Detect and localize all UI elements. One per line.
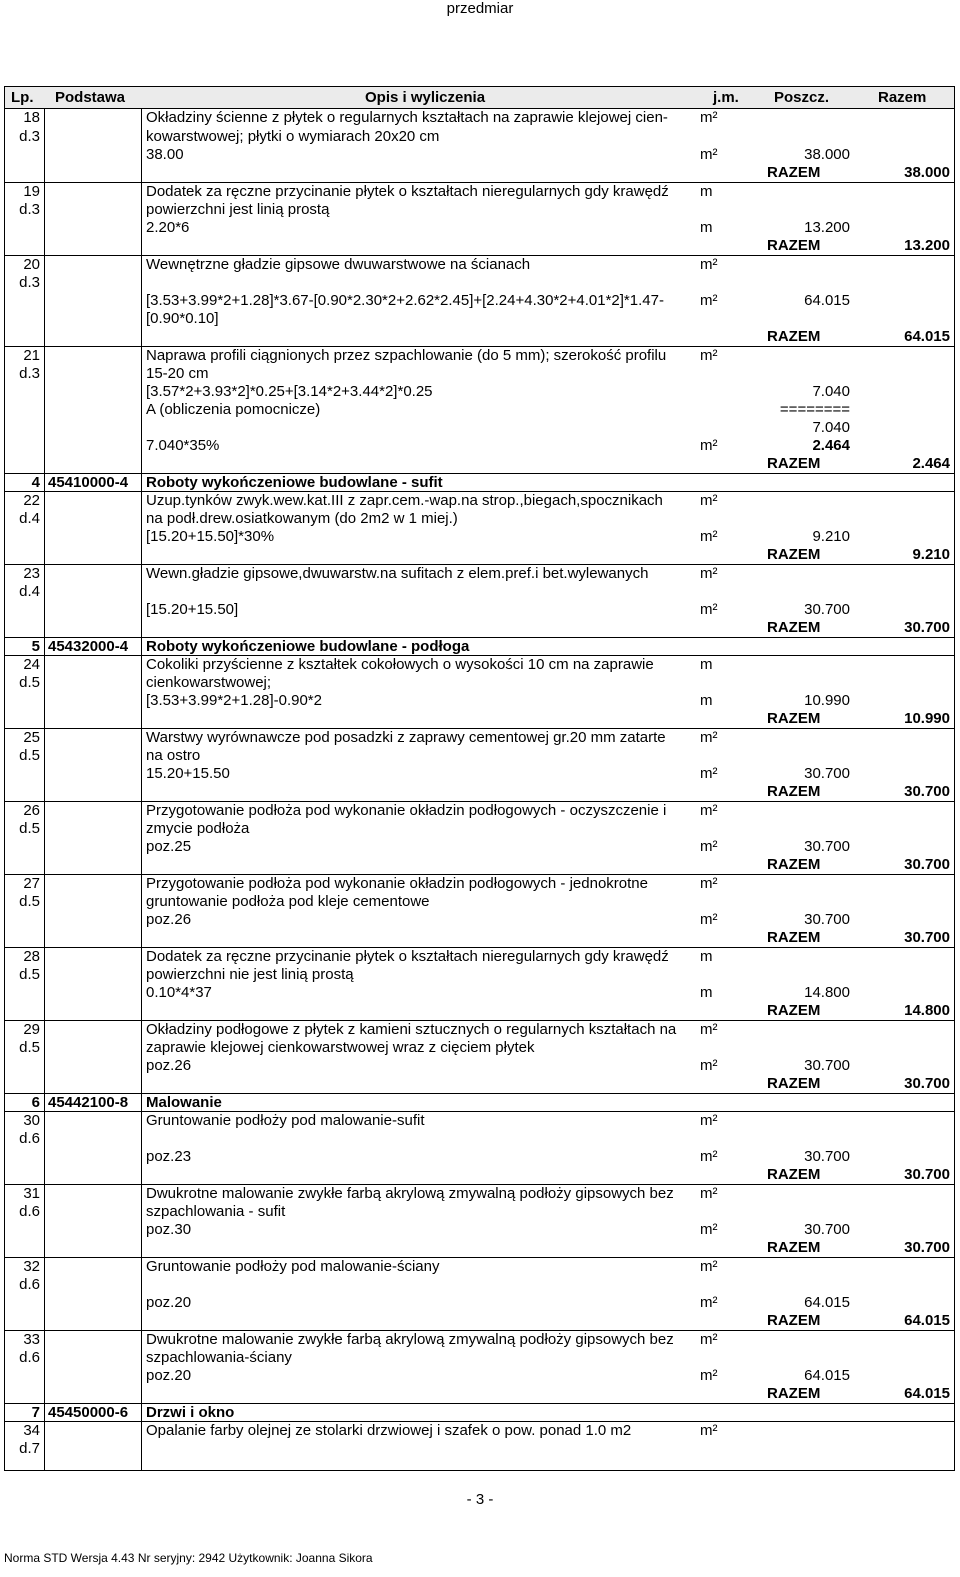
row-dzial: d.5 [19,1039,40,1056]
row-unit: m [700,656,713,673]
row-description: Okładziny podłogowe z płytek z kamieni sztucznych o regularnych kształtach na [146,1021,677,1038]
row-dzial: d.3 [19,201,40,218]
razem-label: RAZEM [767,1075,821,1092]
row-unit: m² [700,601,718,618]
row-calculation: poz.20 [146,1294,192,1311]
row-partial: 7.040 [812,383,850,400]
section-code: 45442100-8 [48,1094,129,1111]
section-title: Roboty wykończeniowe budowlane - podłoga [146,638,470,655]
razem-label: RAZEM [767,619,821,636]
row-unit: m² [700,1021,718,1038]
row-dzial: d.6 [19,1130,40,1147]
row-description: na ostro [146,747,201,764]
row-unit: m² [700,1258,718,1275]
row-calculation: poz.26 [146,1057,192,1074]
row-description: Dodatek za ręczne przycinanie płytek o kształtach nieregularnych gdy krawędź [146,948,669,965]
razem-label: RAZEM [767,237,821,254]
row-quantity: 64.015 [804,1294,850,1311]
row-unit: m² [700,437,718,454]
row-description: Gruntowanie podłoży pod malowanie-sufit [146,1112,425,1129]
row-dzial: d.6 [19,1349,40,1366]
row-description: Uzup.tynków zwyk.wew.kat.III z zapr.cem.-wap.na strop.,biegach,spocznikach [146,492,663,509]
row-quantity: 30.700 [804,911,850,928]
row-lp: 21 [23,347,40,364]
row-lp: 23 [23,565,40,582]
razem-label: RAZEM [767,856,821,873]
row-dzial: d.4 [19,583,40,600]
razem-label: RAZEM [767,164,821,181]
header-opis: Opis i wyliczenia [365,89,486,106]
row-unit: m [700,948,713,965]
razem-label: RAZEM [767,1239,821,1256]
row-calculation: poz.23 [146,1148,192,1165]
row-calculation: poz.25 [146,838,192,855]
row-dzial: d.5 [19,674,40,691]
row-dzial: d.7 [19,1440,40,1457]
row-calculation: poz.26 [146,911,192,928]
row-dzial: d.3 [19,365,40,382]
row-calculation: [3.53+3.99*2+1.28]*3.67-[0.90*2.30*2+2.62*2.45]+[2.24+4.30*2+4.01*2]*1.47- [146,292,664,309]
row-total: 30.700 [904,1239,950,1256]
row-calculation: poz.20 [146,1367,192,1384]
row-quantity: 64.015 [804,1367,850,1384]
razem-label: RAZEM [767,1385,821,1402]
column-divider [44,108,45,1471]
row-unit: m² [700,765,718,782]
row-dzial: d.4 [19,510,40,527]
row-lp: 27 [23,875,40,892]
row-dzial: d.3 [19,274,40,291]
row-total: 30.700 [904,1075,950,1092]
razem-label: RAZEM [767,1312,821,1329]
section-title: Roboty wykończeniowe budowlane - sufit [146,474,443,491]
section-lp: 5 [31,638,40,655]
row-unit: m² [700,1367,718,1384]
row-description: Naprawa profili ciągnionych przez szpachlowanie (do 5 mm); szerokość profilu [146,347,667,364]
header-lp: Lp. [11,89,34,106]
row-dzial: d.5 [19,747,40,764]
section-code: 45432000-4 [48,638,129,655]
row-unit: m² [700,292,718,309]
row-description: gruntowanie podłoża pod kleje cementowe [146,893,430,910]
row-calculation: 38.00 [146,146,184,163]
razem-label: RAZEM [767,710,821,727]
row-lp: 20 [23,256,40,273]
row-total: 64.015 [904,1312,950,1329]
row-total: 30.700 [904,929,950,946]
row-dzial: d.6 [19,1276,40,1293]
row-total: 10.990 [904,710,950,727]
row-description: zmycie podłoża [146,820,250,837]
row-description: szpachlowania - sufit [146,1203,286,1220]
row-lp: 24 [23,656,40,673]
row-total: 14.800 [904,1002,950,1019]
razem-label: RAZEM [767,455,821,472]
row-description: szpachlowania-ściany [146,1349,292,1366]
header-podstawa: Podstawa [55,89,126,106]
row-unit: m² [700,1422,718,1439]
row-unit: m² [700,838,718,855]
row-quantity: 30.700 [804,601,850,618]
row-quantity: 30.700 [804,838,850,855]
razem-label: RAZEM [767,546,821,563]
razem-label: RAZEM [767,783,821,800]
row-unit: m² [700,1057,718,1074]
row-total: 38.000 [904,164,950,181]
section-lp: 7 [31,1404,40,1421]
row-description: Okładziny ścienne z płytek o regularnych kształtach na zaprawie klejowej cien- [146,109,668,126]
row-unit: m [700,692,713,709]
row-total: 2.464 [912,455,950,472]
row-quantity: 10.990 [804,692,850,709]
row-partial: 7.040 [812,419,850,436]
header-razem: Razem [878,89,927,106]
row-description: Dodatek za ręczne przycinanie płytek o kształtach nieregularnych gdy krawędź [146,183,669,200]
row-unit: m² [700,146,718,163]
page-number: - 3 - [466,1491,494,1508]
table-header [4,86,955,109]
row-unit: m² [700,1294,718,1311]
row-description: Gruntowanie podłoży pod malowanie-ściany [146,1258,440,1275]
row-unit: m² [700,1331,718,1348]
row-description: na podł.drew.osiatkowanym (do 2m2 w 1 miej.) [146,510,458,527]
row-lp: 22 [23,492,40,509]
row-calculation: 0.10*4*37 [146,984,212,1001]
table-bottom-border [4,1470,955,1471]
row-total: 30.700 [904,783,950,800]
row-lp: 29 [23,1021,40,1038]
row-calculation: 7.040*35% [146,437,220,454]
row-separator: ======== [779,401,850,418]
row-calculation: A (obliczenia pomocnicze) [146,401,321,418]
software-footer: Norma STD Wersja 4.43 Nr seryjny: 2942 Użytkownik: Joanna Sikora [4,1551,373,1565]
row-total: 30.700 [904,856,950,873]
row-calculation: [3.57*2+3.93*2]*0.25+[3.14*2+3.44*2]*0.25 [146,383,433,400]
row-calculation: 15.20+15.50 [146,765,230,782]
row-total: 13.200 [904,237,950,254]
row-lp: 25 [23,729,40,746]
row-description: powierzchni nie jest linią prostą [146,966,354,983]
row-calculation: [0.90*0.10] [146,310,219,327]
row-description: Przygotowanie podłoża pod wykonanie okładzin podłogowych - oczyszczenie i [146,802,667,819]
section-lp: 6 [31,1094,40,1111]
page-title: przedmiar [446,0,514,17]
row-lp: 31 [23,1185,40,1202]
row-quantity: 30.700 [804,1221,850,1238]
row-lp: 28 [23,948,40,965]
row-lp: 34 [23,1422,40,1439]
row-calculation: [15.20+15.50]*30% [146,528,275,545]
row-description: Wewn.gładzie gipsowe,dwuwarstw.na sufitach z elem.pref.i bet.wylewanych [146,565,649,582]
row-dzial: d.3 [19,128,40,145]
header-poszcz: Poszcz. [774,89,830,106]
row-unit: m² [700,1221,718,1238]
row-lp: 26 [23,802,40,819]
section-code: 45450000-6 [48,1404,129,1421]
row-unit: m² [700,802,718,819]
row-total: 64.015 [904,328,950,345]
section-lp: 4 [31,474,40,491]
row-quantity: 30.700 [804,1057,850,1074]
row-quantity: 38.000 [804,146,850,163]
razem-label: RAZEM [767,1166,821,1183]
header-jm: j.m. [713,89,739,106]
razem-label: RAZEM [767,1002,821,1019]
row-unit: m² [700,492,718,509]
row-description: Opalanie farby olejnej ze stolarki drzwiowej i szafek o pow. ponad 1.0 m2 [146,1422,632,1439]
row-total: 9.210 [912,546,950,563]
row-dzial: d.6 [19,1203,40,1220]
row-unit: m² [700,729,718,746]
row-unit: m² [700,1185,718,1202]
row-unit: m² [700,911,718,928]
row-unit: m² [700,109,718,126]
row-total: 30.700 [904,1166,950,1183]
row-description: Dwukrotne malowanie zwykłe farbą akrylową zmywalną podłoży gipsowych bez [146,1331,674,1348]
row-calculation: [15.20+15.50] [146,601,239,618]
row-description: zaprawie klejowej cienkowarstwowej wraz z cięciem płytek [146,1039,535,1056]
row-total: 64.015 [904,1385,950,1402]
row-description: 15-20 cm [146,365,209,382]
row-unit: m² [700,1112,718,1129]
row-total: 30.700 [904,619,950,636]
column-divider [141,108,142,1471]
row-calculation: 2.20*6 [146,219,190,236]
row-quantity: 2.464 [812,437,850,454]
row-unit: m² [700,565,718,582]
section-title: Malowanie [146,1094,222,1111]
section-code: 45410000-4 [48,474,129,491]
row-dzial: d.5 [19,893,40,910]
row-lp: 19 [23,183,40,200]
row-lp: 32 [23,1258,40,1275]
row-quantity: 30.700 [804,1148,850,1165]
row-unit: m² [700,875,718,892]
row-quantity: 30.700 [804,765,850,782]
row-quantity: 13.200 [804,219,850,236]
row-quantity: 64.015 [804,292,850,309]
row-unit: m [700,183,713,200]
row-unit: m² [700,256,718,273]
row-lp: 33 [23,1331,40,1348]
row-dzial: d.5 [19,820,40,837]
row-unit: m [700,984,713,1001]
row-description: powierzchni jest linią prostą [146,201,330,218]
row-quantity: 14.800 [804,984,850,1001]
row-description: Warstwy wyrównawcze pod posadzki z zaprawy cementowej gr.20 mm zatarte [146,729,666,746]
row-lp: 30 [23,1112,40,1129]
row-unit: m² [700,1148,718,1165]
razem-label: RAZEM [767,328,821,345]
row-unit: m [700,219,713,236]
row-calculation: [3.53+3.99*2+1.28]-0.90*2 [146,692,322,709]
row-description: Dwukrotne malowanie zwykłe farbą akrylową zmywalną podłoży gipsowych bez [146,1185,674,1202]
razem-label: RAZEM [767,929,821,946]
row-description: kowarstwowej; płytki o wymiarach 20x20 cm [146,128,440,145]
section-title: Drzwi i okno [146,1404,235,1421]
row-unit: m² [700,528,718,545]
row-unit: m² [700,347,718,364]
row-quantity: 9.210 [812,528,850,545]
row-description: Przygotowanie podłoża pod wykonanie okładzin podłogowych - jednokrotne [146,875,648,892]
row-lp: 18 [23,109,40,126]
row-description: Cokoliki przyścienne z kształtek cokołowych o wysokości 10 cm na zaprawie [146,656,654,673]
row-description: cienkowarstwowej; [146,674,272,691]
row-description: Wewnętrzne gładzie gipsowe dwuwarstwowe na ścianach [146,256,531,273]
row-dzial: d.5 [19,966,40,983]
row-calculation: poz.30 [146,1221,192,1238]
